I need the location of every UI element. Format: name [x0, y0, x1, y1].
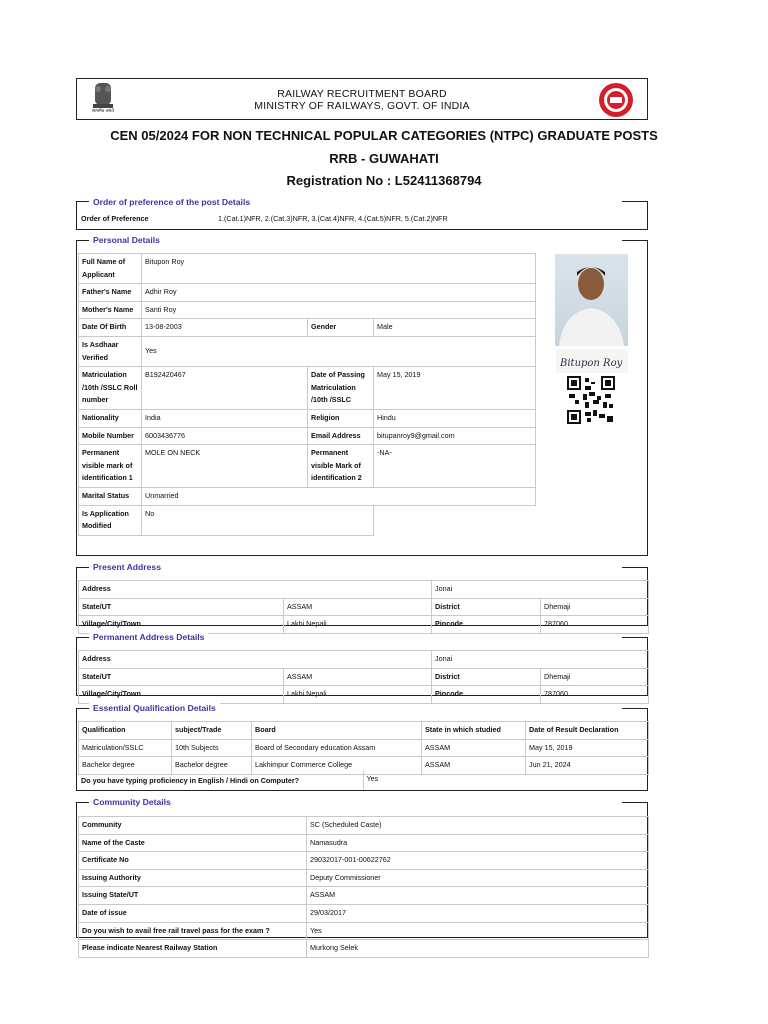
- address-value: Jonai: [432, 581, 649, 599]
- authority-label: Issuing Authority: [79, 869, 307, 887]
- marital-label: Marital Status: [79, 487, 142, 505]
- qualification-cell: Bachelor degree: [79, 757, 172, 775]
- passing-value: May 15, 2019: [374, 367, 536, 410]
- table-row: [79, 922, 649, 940]
- gender-label: Gender: [308, 319, 374, 337]
- table-row: [79, 739, 649, 757]
- table-row: [79, 668, 649, 686]
- qualification-section-title: Essential Qualification Details: [89, 703, 220, 713]
- issue-date-value: 29/03/2017: [307, 904, 649, 922]
- state-label: State/UT: [79, 598, 284, 616]
- cen-title: CEN 05/2024 FOR NON TECHNICAL POPULAR CATEGORIES (NTPC) GRADUATE POSTS: [110, 128, 658, 143]
- aadhaar-label: Is Asdhaar Verified: [79, 336, 142, 366]
- typing-table: [78, 771, 648, 790]
- board-name: RAILWAY RECRUITMENT BOARD: [277, 88, 447, 100]
- roll-label: Matriculation /10th /SSLC Roll number: [79, 367, 142, 410]
- permanent-section-title: Permanent Address Details: [89, 632, 208, 642]
- pincode-label: Pincode: [432, 616, 541, 634]
- address-label: Address: [79, 651, 432, 669]
- board-cell: Board of Secondary education Assam: [252, 739, 422, 757]
- aadhaar-value: Yes: [142, 336, 536, 366]
- community-table: [78, 816, 649, 958]
- district-label: District: [432, 598, 541, 616]
- rail-pass-label: Do you wish to avail free rail travel pass for the exam ?: [79, 922, 307, 940]
- header-board: Board: [252, 722, 422, 740]
- caste-label: Name of the Caste: [79, 834, 307, 852]
- pincode-label: Pincode: [432, 686, 541, 704]
- present-address-table: [78, 580, 649, 634]
- board-cell: Lakhimpur Commerce College: [252, 757, 422, 775]
- permanent-address-table: [78, 650, 649, 704]
- personal-section-title: Personal Details: [89, 235, 164, 245]
- table-row: [79, 598, 649, 616]
- typing-value: Yes: [363, 771, 648, 790]
- ministry-name: MINISTRY OF RAILWAYS, GOVT. OF INDIA: [254, 100, 470, 112]
- table-row: [79, 940, 649, 958]
- district-value: Dhemaji: [541, 598, 649, 616]
- mark2-label: Permanent visible Mark of identification 2: [308, 445, 374, 488]
- applicant-photo-icon: [555, 254, 628, 346]
- modified-value: No: [142, 505, 374, 535]
- table-row: [79, 319, 536, 337]
- community-label: Community: [79, 817, 307, 835]
- state-label: State/UT: [79, 668, 284, 686]
- result-date-cell: Jun 21, 2024: [526, 757, 649, 775]
- modified-label: Is Application Modified: [79, 505, 142, 535]
- qualification-cell: Matriculation/SSLC: [79, 739, 172, 757]
- header-qualification: Qualification: [79, 722, 172, 740]
- table-row: [79, 616, 649, 634]
- community-value: SC (Scheduled Caste): [307, 817, 649, 835]
- header-box: [76, 78, 648, 120]
- table-row: [79, 409, 536, 427]
- header-subject: subject/Trade: [172, 722, 252, 740]
- village-label: Village/City/Town: [79, 686, 284, 704]
- table-row: [79, 301, 536, 319]
- district-value: Dhemaji: [541, 668, 649, 686]
- table-row: [79, 367, 536, 410]
- table-row: [79, 651, 649, 669]
- father-value: Adhir Roy: [142, 284, 536, 302]
- address-value: Jonai: [432, 651, 649, 669]
- subject-cell: 10th Subjects: [172, 739, 252, 757]
- mark2-value: -NA-: [374, 445, 536, 488]
- applicant-photo: [555, 254, 628, 346]
- state-value: ASSAM: [284, 598, 432, 616]
- table-row: [79, 445, 536, 488]
- pincode-value: 787060: [541, 686, 649, 704]
- rrb-title: RRB - GUWAHATI: [329, 151, 439, 166]
- table-row: [79, 686, 649, 704]
- rail-pass-value: Yes: [307, 922, 649, 940]
- email-label: Email Address: [308, 427, 374, 445]
- registration-number: Registration No : L52411368794: [286, 173, 482, 188]
- subject-cell: Bachelor degree: [172, 757, 252, 775]
- present-section-title: Present Address: [89, 562, 165, 572]
- certificate-value: 29032017-001-00622762: [307, 852, 649, 870]
- table-row: [79, 284, 536, 302]
- full-name-label: Full Name of Applicant: [79, 254, 142, 284]
- address-label: Address: [79, 581, 432, 599]
- nationality-label: Nationality: [79, 409, 142, 427]
- table-row: [79, 505, 536, 535]
- table-row: [79, 722, 649, 740]
- authority-value: Deputy Commissioner: [307, 869, 649, 887]
- table-row: [79, 817, 649, 835]
- village-value: Lakhi Nepali: [284, 686, 432, 704]
- mark1-value: MOLE ON NECK: [142, 445, 308, 488]
- nationality-value: India: [142, 409, 308, 427]
- table-row: [79, 904, 649, 922]
- village-value: Lakhi Nepali: [284, 616, 432, 634]
- table-row: [79, 869, 649, 887]
- full-name-value: Bitupon Roy: [142, 254, 536, 284]
- dob-label: Date Of Birth: [79, 319, 142, 337]
- table-row: [79, 336, 536, 366]
- issuing-state-label: Issuing State/UT: [79, 887, 307, 905]
- father-label: Father's Name: [79, 284, 142, 302]
- table-row: [79, 834, 649, 852]
- mobile-label: Mobile Number: [79, 427, 142, 445]
- marital-value: Unmarried: [142, 487, 536, 505]
- preference-section-title: Order of preference of the post Details: [89, 197, 254, 207]
- railway-station-value: Murkong Selek: [307, 940, 649, 958]
- mark1-label: Permanent visible mark of identification 1: [79, 445, 142, 488]
- table-row: [79, 487, 536, 505]
- certificate-label: Certificate No: [79, 852, 307, 870]
- table-row: [79, 427, 536, 445]
- email-value: bitupanroy9@gmail.com: [374, 427, 536, 445]
- preference-value: 1.(Cat.1)NFR, 2.(Cat.3)NFR, 3.(Cat.4)NFR, 4.(Cat.5)NFR, 5.(Cat.2)NFR: [218, 214, 448, 223]
- preference-label: Order of Preference: [81, 214, 149, 223]
- empty-cell: [374, 505, 536, 535]
- header-state: State in which studied: [422, 722, 526, 740]
- pincode-value: 787060: [541, 616, 649, 634]
- table-row: [79, 852, 649, 870]
- table-row: [78, 771, 648, 790]
- table-row: [79, 254, 536, 284]
- table-row: [79, 887, 649, 905]
- mother-label: Mother's Name: [79, 301, 142, 319]
- issuing-state-value: ASSAM: [307, 887, 649, 905]
- header-result-date: Date of Result Declaration: [526, 722, 649, 740]
- qualification-table: [78, 721, 649, 775]
- railway-logo-icon: [597, 81, 635, 119]
- roll-value: B192420467: [142, 367, 308, 410]
- religion-value: Hindu: [374, 409, 536, 427]
- personal-table: [78, 253, 536, 536]
- religion-label: Religion: [308, 409, 374, 427]
- emblem-caption: सत्यमेव जयते: [92, 108, 114, 113]
- mobile-value: 6003436776: [142, 427, 308, 445]
- state-cell: ASSAM: [422, 739, 526, 757]
- passing-label: Date of Passing Matriculation /10th /SSLC: [308, 367, 374, 410]
- typing-label: Do you have typing proficiency in English / Hindi on Computer?: [81, 776, 300, 785]
- qr-code-icon: [567, 376, 615, 424]
- signature-text: Bitupon Roy: [560, 358, 623, 369]
- community-section-title: Community Details: [89, 797, 175, 807]
- railway-station-label: Please indicate Nearest Railway Station: [79, 940, 307, 958]
- caste-value: Namasudra: [307, 834, 649, 852]
- gender-value: Male: [374, 319, 536, 337]
- dob-value: 13-08-2003: [142, 319, 308, 337]
- state-value: ASSAM: [284, 668, 432, 686]
- state-cell: ASSAM: [422, 757, 526, 775]
- village-label: Village/City/Town: [79, 616, 284, 634]
- issue-date-label: Date of issue: [79, 904, 307, 922]
- result-date-cell: May 15, 2019: [526, 739, 649, 757]
- table-row: [79, 581, 649, 599]
- mother-value: Santi Roy: [142, 301, 536, 319]
- signature-image: [556, 349, 628, 373]
- district-label: District: [432, 668, 541, 686]
